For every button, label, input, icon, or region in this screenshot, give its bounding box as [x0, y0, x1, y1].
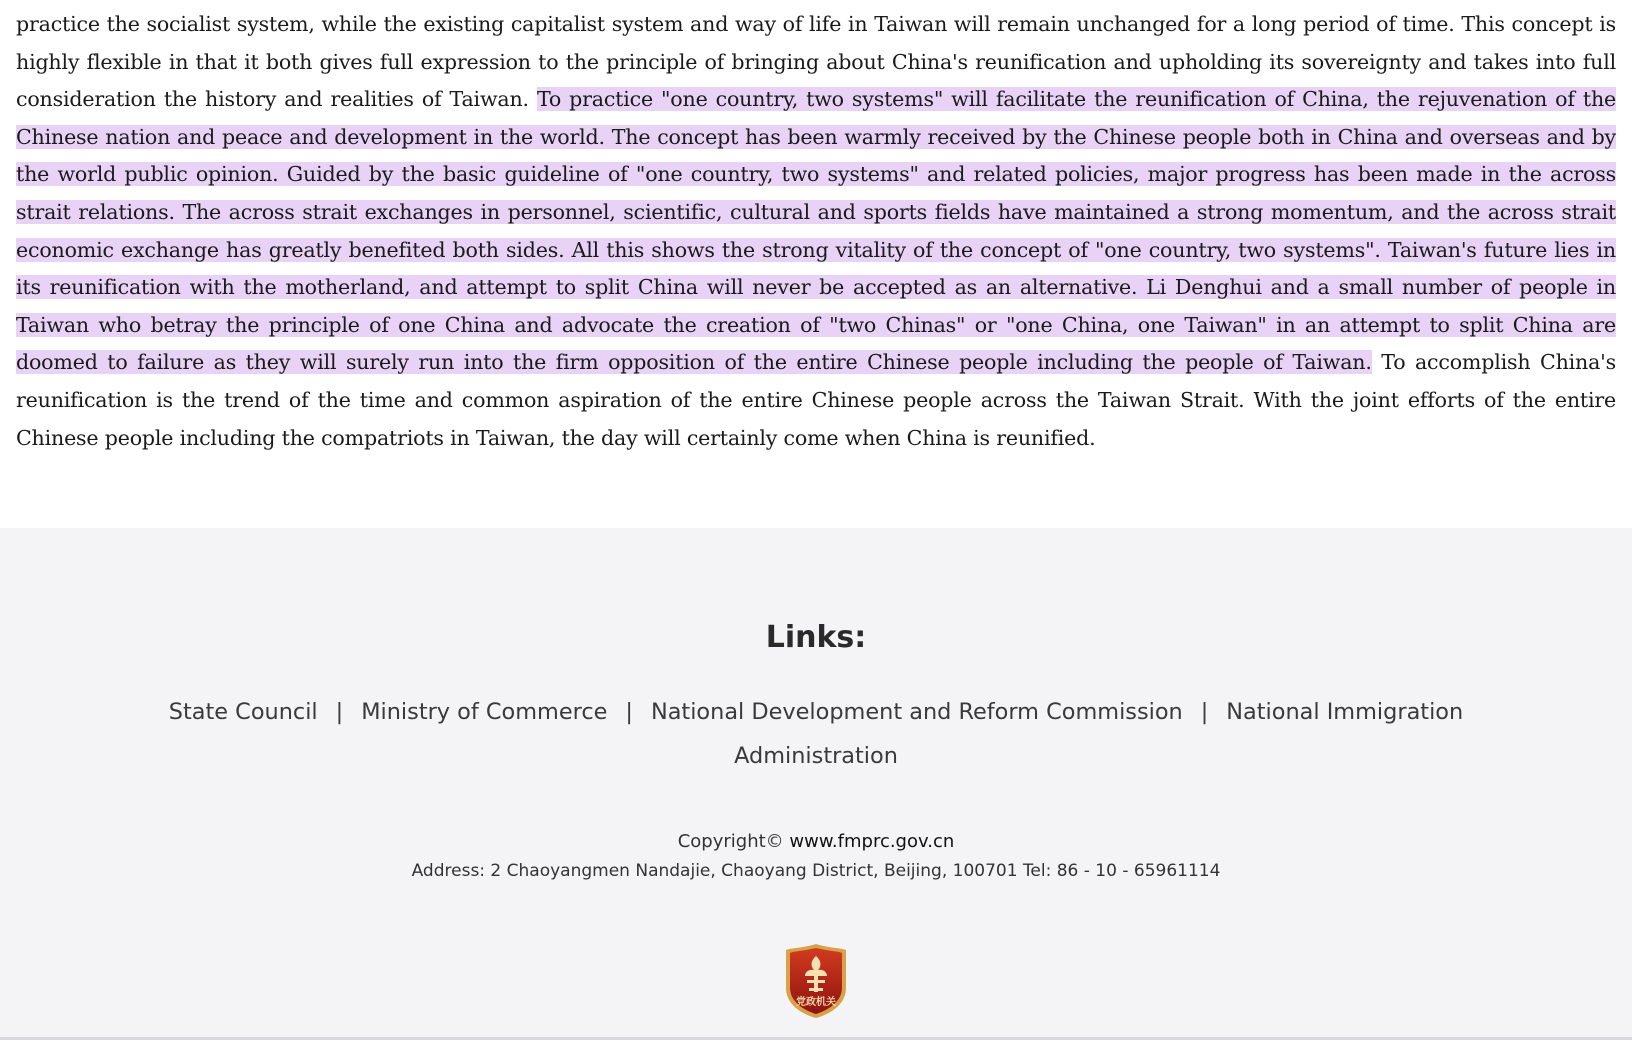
link-national-immigration-administration[interactable]: National Immigration Administration — [734, 699, 1464, 769]
paragraph-text-end: To accomplish China's reunification is the trend of the time and common aspiration of the entire Chinese people across the Taiwan Strait. With the joint efforts of the entire Chinese people including the compatriots in Taiwan, the day will certainly come when China is reunified. — [16, 350, 1616, 450]
selected-text-highlight[interactable]: To practice "one country, two systems" will facilitate the reunification of China, the rejuvenation of the Chinese nation and peace and development in the world. The concept has been warmly received by the Chinese people both in China and overseas and by the world public opinion. Guided by the basic guideline of "one country, two systems" and related policies, major progress has been made in the across strait relations. The across strait exchanges in personnel, scientific, cultural and sports fields have maintained a strong momentum, and the across strait economic exchange has greatly benefited both sides. All this shows the strong vitality of the concept of "one country, two systems". Taiwan's future lies in its reunification with the motherland, and attempt to split China will never be accepted as an alternative. Li Denghui and a small number of people in Taiwan who betray the principle of one China and advocate the creation of "two Chinas" or "one China, one Taiwan" in an attempt to split China are doomed to failure as they will surely run into the firm opposition of the entire Chinese people including the people of Taiwan. — [16, 87, 1616, 375]
copyright-label: Copyright© — [677, 831, 784, 852]
party-government-badge-icon[interactable] — [783, 942, 849, 1020]
footer-links — [120, 690, 1512, 778]
link-separator: | — [1200, 699, 1209, 725]
link-state-council[interactable]: State Council — [168, 699, 318, 725]
copyright-domain: www.fmprc.gov.cn — [789, 831, 955, 852]
link-separator: | — [335, 699, 344, 725]
link-ndrc[interactable]: National Development and Reform Commission — [650, 699, 1183, 725]
badge-text: 党政机关 — [796, 997, 836, 1008]
article-paragraph — [16, 6, 1616, 457]
paragraph-text-start: practice the socialist system, while the existing capitalist system and way of life in Taiwan will remain unchanged for a long period of time. This concept is highly flexible in that it both gives full expression to the principle of bringing about China's reunification and upholding its sovereignty and takes into full consideration the history and realities of Taiwan. — [16, 12, 1616, 112]
links-heading: Links: — [765, 620, 867, 655]
badge-graphic — [783, 942, 849, 1020]
link-ministry-of-commerce[interactable]: Ministry of Commerce — [361, 699, 608, 725]
address-line: Address: 2 Chaoyangmen Nandajie, Chaoyang District, Beijing, 100701 Tel: 86 - 10 - 65961114 — [411, 861, 1221, 881]
page-footer — [0, 528, 1632, 1040]
link-separator: | — [625, 699, 633, 725]
copyright-line — [0, 828, 1632, 856]
